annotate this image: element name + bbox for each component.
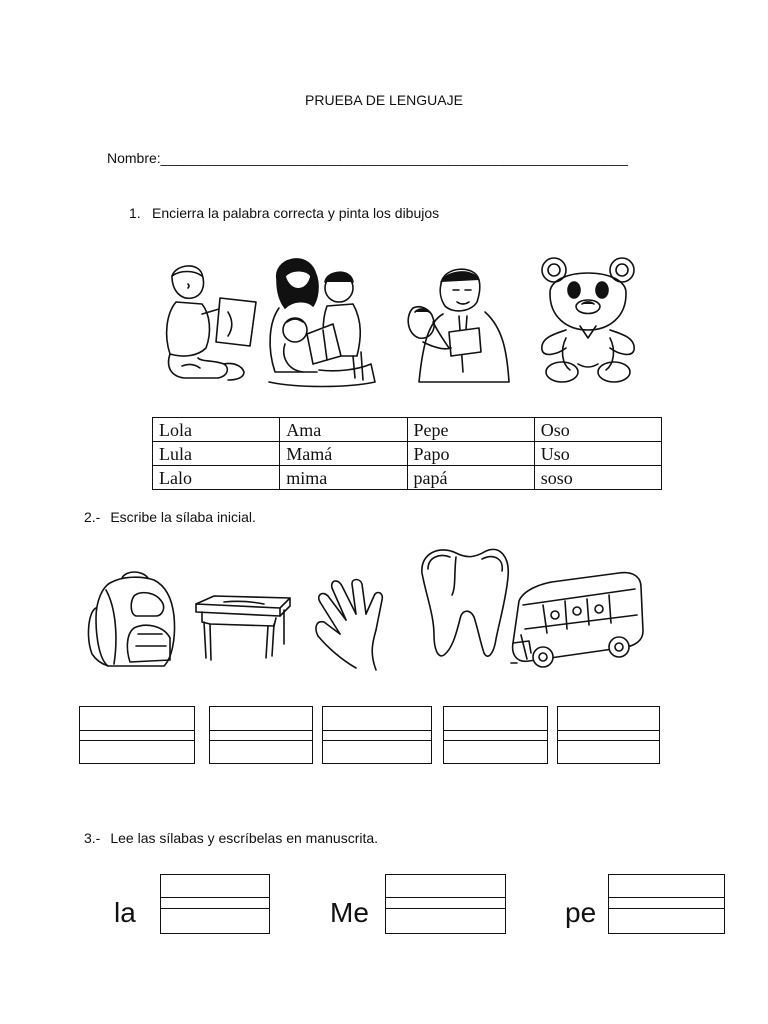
question-1-number: 1. [129,205,141,221]
bus-icon [509,571,647,673]
table-icon [194,594,294,664]
table-row [153,442,662,466]
hand-icon [312,578,390,672]
word-option[interactable]: papá [407,466,534,490]
question-3 [84,830,378,846]
handwriting-box-la[interactable] [160,874,270,934]
word-option[interactable]: Lola [153,418,280,442]
question-2-number: 2.- [84,509,101,525]
answer-box-1[interactable] [79,706,195,764]
question-1-text: Encierra la palabra correcta y pinta los dibujos [152,205,440,221]
word-table [152,417,662,490]
answer-box-5[interactable] [557,706,660,764]
boy-reading-icon [158,262,263,384]
question-2-text: Escribe la sílaba inicial. [110,509,256,525]
word-option[interactable]: Papo [407,442,534,466]
word-option[interactable]: mima [280,466,407,490]
question-3-number: 3.- [84,830,101,846]
syllable-la: la [114,897,136,928]
question-1 [129,205,439,221]
mother-with-children-icon [267,252,377,390]
syllable-pe: pe [565,897,597,928]
word-option[interactable]: Ama [280,418,407,442]
word-option[interactable]: soso [534,466,661,490]
word-option[interactable]: Lula [153,442,280,466]
word-option[interactable]: Oso [534,418,661,442]
answer-box-3[interactable] [322,706,432,764]
tooth-icon [416,543,512,667]
handwriting-box-pe[interactable] [608,874,725,934]
page-title: PRUEBA DE LENGUAJE [305,92,463,108]
table-row [153,466,662,490]
question-2 [84,509,256,525]
syllable-me: Me [330,897,369,928]
word-option[interactable]: Mamá [280,442,407,466]
table-row [153,418,662,442]
word-option[interactable]: Pepe [407,418,534,442]
father-with-child-icon [405,262,515,386]
word-option[interactable]: Lalo [153,466,280,490]
teddy-bear-icon [538,254,640,386]
backpack-icon [86,568,180,672]
answer-box-2[interactable] [209,706,313,764]
answer-box-4[interactable] [443,706,548,764]
word-option[interactable]: Uso [534,442,661,466]
question-3-text: Lee las sílabas y escríbelas en manuscrita. [110,830,379,846]
name-field[interactable]: Nombre:____________________________________________________________ [107,150,628,166]
handwriting-box-me[interactable] [385,874,506,934]
